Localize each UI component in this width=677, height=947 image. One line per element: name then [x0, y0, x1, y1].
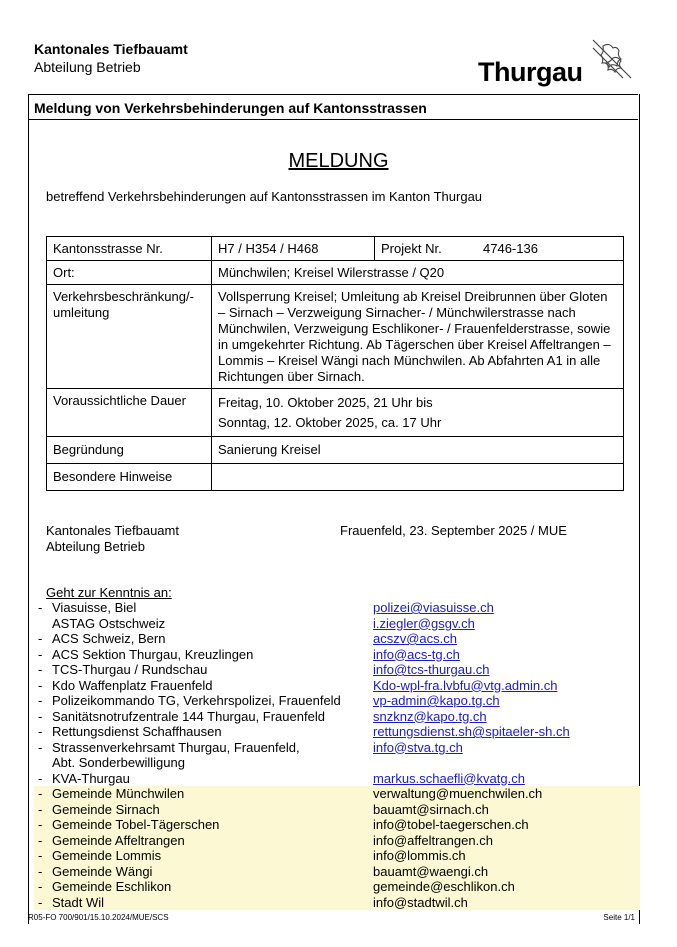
recipient-email: verwaltung@muenchwilen.ch	[373, 786, 543, 801]
bullet-dash: -	[38, 863, 43, 879]
recipient-name: Gemeinde Münchwilen	[52, 786, 185, 801]
begruendung-value: Sanierung Kreisel	[212, 437, 624, 464]
bullet-dash: -	[38, 662, 43, 677]
recipient-email-link[interactable]: info@acs-tg.ch	[373, 646, 460, 662]
table-row	[47, 285, 624, 389]
footer-org-name: Kantonales Tiefbauamt	[46, 523, 179, 538]
subtitle: betreffend Verkehrsbehinderungen auf Kantonsstrassen im Kanton Thurgau	[46, 189, 483, 204]
recipient-email-link[interactable]: markus.schaefli@kvatg.ch	[373, 770, 525, 786]
dauer-end: Sonntag, 12. Oktober 2025, ca. 17 Uhr	[218, 415, 442, 430]
page-heading: MELDUNG	[288, 150, 389, 172]
beschraenkung-label: Verkehrsbeschränkung/-umleitung	[47, 285, 212, 389]
recipient-name: Gemeinde Tobel-Tägerschen	[52, 817, 220, 832]
projekt-value: 4746-136	[483, 241, 538, 256]
recipient-email: info@tobel-taegerschen.ch	[373, 817, 529, 832]
recipient-name: Gemeinde Eschlikon	[52, 879, 172, 894]
recipient-email: bauamt@sirnach.ch	[373, 801, 489, 817]
bullet-dash: -	[38, 832, 43, 848]
recipient-email: bauamt@waengi.ch	[373, 863, 489, 879]
list-item	[34, 740, 640, 771]
list-item	[34, 879, 640, 895]
recipient-email-link[interactable]: i.ziegler@gsgv.ch	[373, 615, 475, 631]
hinweise-value	[212, 464, 624, 491]
distribution-heading: Geht zur Kenntnis an:	[46, 585, 172, 600]
begruendung-label: Begründung	[47, 437, 212, 464]
bullet-dash: -	[38, 848, 43, 863]
recipient-email: info@stadtwil.ch	[373, 894, 468, 910]
recipient-name: Strassenverkehrsamt Thurgau, Frauenfeld,	[52, 739, 300, 755]
bullet-dash: -	[38, 817, 43, 832]
table-row	[47, 437, 624, 464]
bullet-dash: -	[38, 677, 43, 693]
recipient-name: ASTAG Ostschweiz	[52, 615, 166, 631]
recipient-name: Sanitätsnotrufzentrale 144 Thurgau, Frauenfeld	[52, 708, 325, 724]
list-item	[34, 802, 640, 818]
recipient-name: Viasuisse, Biel	[52, 600, 137, 615]
logo-text: Thurgau	[478, 57, 583, 87]
distribution-list	[34, 600, 640, 910]
hinweise-label: Besondere Hinweise	[47, 464, 212, 491]
bullet-dash: -	[38, 724, 43, 739]
bullet-dash: -	[38, 894, 43, 910]
form-reference: R05-FO 700/901/15.10.2024/MUE/SCS	[28, 913, 169, 922]
recipient-email-link[interactable]: vp-admin@kapo.tg.ch	[373, 693, 500, 708]
table-row	[47, 464, 624, 491]
recipient-email: info@lommis.ch	[373, 848, 466, 863]
bullet-dash: -	[38, 770, 43, 786]
recipient-name: Stadt Wil	[52, 894, 105, 910]
footer-department: Abteilung Betrieb	[46, 539, 146, 554]
list-item	[34, 771, 640, 787]
thurgau-logo	[478, 38, 633, 90]
dauer-label: Voraussichtliche Dauer	[47, 389, 212, 437]
recipient-email-link[interactable]: polizei@viasuisse.ch	[373, 600, 494, 615]
table-row	[47, 261, 624, 285]
recipient-email: info@affeltrangen.ch	[373, 832, 493, 848]
recipient-email-link[interactable]: Kdo-wpl-fra.lvbfu@vtg.admin.ch	[373, 677, 558, 693]
strasse-value: H7 / H354 / H468	[212, 237, 375, 260]
page-number: Seite 1/1	[603, 913, 635, 922]
recipient-name-continued: Abt. Sonderbewilligung	[52, 755, 185, 770]
beschraenkung-value: Vollsperrung Kreisel; Umleitung ab Kreisel Dreibrunnen über Gloten – Sirnach – Verzweigung Sirnacher- / Münchwilerstrasse nach Münchwilen, Verzweigung Eschlikoner- / Frauenfelderstrasse, sowie in umgekehrter Richtung. Ab Tägerschen über Kreisel Affeltrangen – Lommis – Kreisel Wängi nach Münchwilen. Ab Abfahrten A1 in alle Richtungen über Sirnach.	[212, 285, 624, 389]
ort-label: Ort:	[47, 261, 212, 285]
recipient-name: Gemeinde Lommis	[52, 848, 162, 863]
recipient-name: Gemeinde Wängi	[52, 863, 153, 879]
list-item	[34, 678, 640, 694]
header-org-name: Kantonales Tiefbauamt	[34, 41, 188, 57]
place-date: Frauenfeld, 23. September 2025 / MUE	[340, 523, 567, 538]
list-item	[34, 786, 640, 802]
bullet-dash: -	[38, 879, 43, 894]
bullet-dash: -	[38, 693, 43, 708]
bullet-dash: -	[38, 631, 43, 646]
recipient-email-link[interactable]: rettungsdienst.sh@spitaeler-sh.ch	[373, 724, 570, 739]
list-item	[34, 833, 640, 849]
list-item	[34, 895, 640, 911]
recipient-email-link[interactable]: snzknz@kapo.tg.ch	[373, 708, 487, 724]
lion-emblem-icon	[589, 38, 633, 82]
recipient-name: Gemeinde Affeltrangen	[52, 832, 185, 848]
dauer-start: Freitag, 10. Oktober 2025, 21 Uhr bis	[218, 395, 433, 410]
recipient-email-link[interactable]: acszv@acs.ch	[373, 631, 457, 646]
list-item	[34, 662, 640, 678]
recipient-name: TCS-Thurgau / Rundschau	[52, 662, 208, 677]
recipient-name: ACS Sektion Thurgau, Kreuzlingen	[52, 646, 254, 662]
list-item	[34, 616, 640, 632]
header-department: Abteilung Betrieb	[34, 59, 141, 75]
list-item	[34, 709, 640, 725]
info-table	[46, 236, 624, 491]
list-item	[34, 631, 640, 647]
bullet-dash: -	[38, 646, 43, 662]
recipient-email-link[interactable]: info@tcs-thurgau.ch	[373, 662, 490, 677]
bullet-dash: -	[38, 786, 43, 801]
strasse-label: Kantonsstrasse Nr.	[47, 237, 212, 261]
list-item	[34, 600, 640, 616]
recipient-name: Gemeinde Sirnach	[52, 801, 160, 817]
table-row	[47, 237, 624, 261]
list-item	[34, 848, 640, 864]
form-title-bar: Meldung von Verkehrsbehinderungen auf Kantonsstrassen	[28, 94, 638, 120]
bullet-dash: -	[38, 739, 43, 755]
footer-organization	[46, 523, 179, 555]
recipient-name: Polizeikommando TG, Verkehrspolizei, Frauenfeld	[52, 693, 341, 708]
recipient-name: Rettungsdienst Schaffhausen	[52, 724, 222, 739]
recipient-email: gemeinde@eschlikon.ch	[373, 879, 515, 894]
bullet-dash: -	[38, 801, 43, 817]
table-row	[47, 389, 624, 437]
list-item	[34, 817, 640, 833]
list-item	[34, 864, 640, 880]
recipient-name: KVA-Thurgau	[52, 770, 130, 786]
list-item	[34, 647, 640, 663]
recipient-name: ACS Schweiz, Bern	[52, 631, 166, 646]
bullet-dash: -	[38, 600, 43, 615]
list-item	[34, 693, 640, 709]
bullet-dash: -	[38, 708, 43, 724]
list-item	[34, 724, 640, 740]
recipient-email-link[interactable]: info@stva.tg.ch	[373, 739, 463, 755]
projekt-label: Projekt Nr.	[381, 241, 442, 256]
recipient-name: Kdo Waffenplatz Frauenfeld	[52, 677, 213, 693]
header-organization	[34, 40, 188, 76]
ort-value: Münchwilen; Kreisel Wilerstrasse / Q20	[212, 261, 624, 285]
